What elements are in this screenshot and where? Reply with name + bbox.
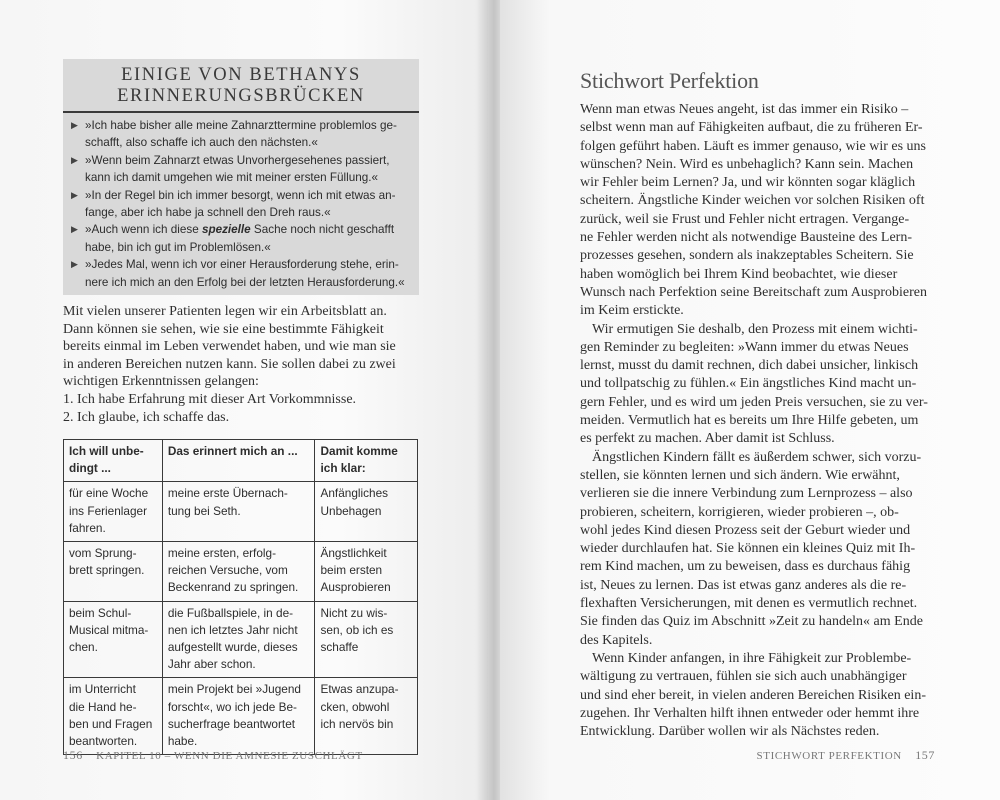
box-list-item: ▶ »Jedes Mal, wenn ich vor einer Herausforderung stehe, erin- nere ich mich an den Erfolg bei der letzten Herausforderung.«: [71, 258, 405, 289]
table-row: [64, 678, 418, 755]
box-list-item: ▶ »Auch wenn ich diese spezielle Sache noch nicht geschafft habe, bin ich gut im Problemlösen.«: [71, 223, 395, 254]
table-header-cell: Damit komme ich klar:: [315, 440, 418, 482]
table-row: [64, 601, 418, 678]
body-text: [580, 101, 935, 741]
table-cell: beim Schul- Musical mitma- chen.: [64, 601, 163, 678]
box-list-item: ▶ »Wenn beim Zahnarzt etwas Unvorhergesehenes passiert, kann ich damit umgehen wie mit meiner ersten Füllung.«: [71, 153, 390, 185]
section-heading: Stichwort Perfektion: [580, 68, 759, 93]
worksheet-paragraph: Mit vielen unserer Patienten legen wir ein Arbeitsblatt an. Dann können sie sehen, wie sie eine bestimmte Fähigkeit bereits einmal im Leben verwendet haben, und wie man sie in anderen Bereichen nutzen kann. Sie sollen dabei zu zwei wichtigen Erkenntnissen gelangen: 1. Ich habe Erfahrung mit dieser Art Vorkommnisse. 2. Ich glaube, ich schaffe das.: [63, 304, 396, 425]
triangle-bullet-icon: ▶: [71, 120, 78, 130]
table-row: [64, 542, 418, 602]
box-list-item: ▶ »In der Regel bin ich immer besorgt, wenn ich mit etwas an- fange, aber ich habe ja schnell den Dreh raus.«: [71, 188, 396, 220]
table-header-cell: Ich will unbe- dingt ...: [64, 440, 163, 482]
paragraph: Wenn man etwas Neues angeht, ist das immer ein Risiko – selbst wenn man auf Fähigkeiten aufbaut, die zu früheren Er- folgen geführt haben. Läuft es immer genauso, wie wir es uns wünschen? Nein. Wird es unbehaglich? Kann sein. Machen wir Fehler beim Lernen? Ja, und wir könnten sogar kläglich scheitern. Ängstliche Kinder weichen vor solchen Risiken oft zurück, weil sie Frust und Fehler nicht ertragen. Vergange- ne Fehler werden nicht als notwendige Bausteine des Lern- prozesses gesehen, sondern als inakzeptables Scheitern. Sie haben womöglich bei Ihrem Kind beobachtet, wie dieser Wunsch nach Perfektion seine Bereitschaft zum Ausprobieren im Keim erstickte.: [580, 102, 927, 319]
table-cell: Ängstlichkeit beim ersten Ausprobieren: [315, 542, 418, 602]
triangle-bullet-icon: ▶: [71, 224, 78, 235]
triangle-bullet-icon: ▶: [71, 259, 78, 270]
paragraph: Ängstlichen Kindern fällt es äußerdem schwer, sich vorzu- stellen, sie könnten lernen und sich ändern. Wie erwähnt, verlieren sie die innere Verbindung zum Lernprozess – also probieren, scheitern, korrigieren, wieder probieren –, ob- wohl jedes Kind diesen Prozess seit der Geburt wieder und wieder durchlaufen hat. Sie können ein kleines Quiz mit Ih- rem Kind machen, um zu beweisen, dass es durchaus fähig ist, Neues zu lernen. Das ist etwas ganz anderes als die re- flexhaften Versicherungen, mit denen es vermutlich rechnet. Sie finden das Quiz im Abschnitt »Zeit zu handeln« am Ende des Kapitels.: [580, 449, 923, 648]
paragraph: Wenn Kinder anfangen, in ihre Fähigkeit zur Problembe- wältigung zu vertrauen, fühlen sie sich auch unabhängiger und sind eher bereit, in vielen anderen Bereichen Risiken ein- zugehen. Ihr Verhalten hilft ihnen entweder oder hemmt ihre Entwicklung. Darüber wollen wir als Nächstes reden.: [580, 650, 926, 740]
box-divider: [63, 111, 419, 113]
table-header-cell: Das erinnert mich an ...: [162, 440, 315, 482]
table-cell: vom Sprung- brett springen.: [64, 542, 163, 602]
right-page-number: 157: [915, 748, 935, 762]
table-row: [64, 482, 418, 542]
right-page: [500, 0, 1000, 800]
box-title-line-1: EINIGE VON BETHANYS: [121, 65, 361, 85]
running-head-section: STICHWORT PERFEKTION: [756, 750, 902, 762]
table-cell: für eine Woche ins Ferienlager fahren.: [64, 482, 163, 542]
table-header-row: [64, 440, 418, 482]
emphasis-word: spezielle: [201, 223, 251, 237]
memory-bridges-box: [63, 59, 419, 295]
right-page-footer: [757, 748, 935, 763]
triangle-bullet-icon: ▶: [71, 154, 78, 165]
table-cell: meine ersten, erfolg- reichen Versuche, vom Beckenrand zu springen.: [162, 542, 315, 602]
left-page-number: 156: [63, 748, 83, 762]
box-title-line-2: ERINNERUNGSBRÜCKEN: [117, 86, 365, 106]
box-list-item: ▶ »Ich habe bisher alle meine Zahnarzttermine problemlos ge- schafft, also schaffe ich auch den nächsten.«: [71, 119, 397, 150]
box-title: [63, 59, 419, 111]
table-cell: meine erste Übernach- tung bei Seth.: [162, 482, 315, 542]
table-cell: im Unterricht die Hand he- ben und Fragen beantworten.: [64, 678, 163, 755]
running-head-chapter: KAPITEL 10 – WENN DIE AMNESIE ZUSCHLÄGT: [96, 750, 363, 762]
table-cell: mein Projekt bei »Jugend forscht«, wo ich jede Be- sucherfrage beantwortet habe.: [162, 678, 315, 755]
table-cell: Nicht zu wis- sen, ob ich es schaffe: [315, 601, 418, 678]
left-page: [0, 0, 488, 800]
table-cell: Etwas anzupa- cken, obwohl ich nervös bin: [315, 678, 418, 755]
table-cell: Anfängliches Unbehagen: [315, 482, 418, 542]
left-page-footer: [63, 748, 363, 763]
table-cell: die Fußballspiele, in de- nen ich letztes Jahr nicht aufgestellt wurde, dieses Jahr aber schon.: [162, 601, 315, 678]
worksheet-table: [63, 439, 418, 755]
box-list: [63, 117, 419, 295]
paragraph: Wir ermutigen Sie deshalb, den Prozess mit einem wichti- gen Reminder zu begleiten: »Wann immer du etwas Neues lernst, musst du damit rechnen, dich dabei unsicher, linkisch und tollpatschig zu fühlen.« Ein ängstliches Kind macht un- gern Fehler, und es wird um jeden Preis versuchen, sie zu ver- meiden. Vermutlich hat es bereits um Ihre Hilfe gebeten, um es perfekt zu machen. Aber damit ist Schluss.: [580, 321, 928, 447]
triangle-bullet-icon: ▶: [71, 189, 78, 200]
